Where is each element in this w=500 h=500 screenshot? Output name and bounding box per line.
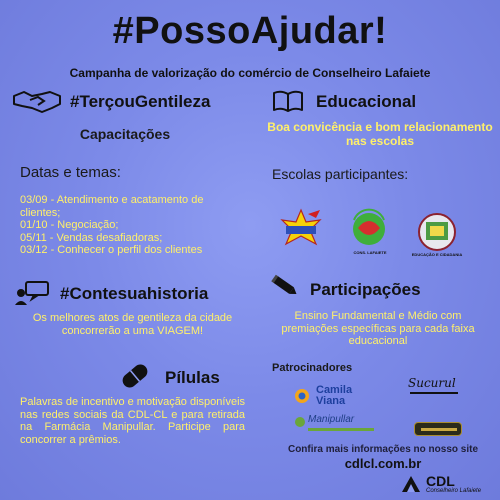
sponsor-manipullar-name: Manipullar [308, 414, 355, 425]
date-item: 03/09 - Atendimento e acatamento de clientes; [20, 194, 204, 219]
sponsor-sucurul-underline [410, 392, 458, 394]
cdl-brand: CDL [426, 473, 455, 489]
footer-info: Confira mais informações no nosso site [287, 444, 479, 455]
school-logo-3-caption: EDUCAÇÃO E CIDADANIA [411, 252, 463, 257]
sponsor-viana-name: Viana [316, 395, 346, 407]
gentileza-title: #TerçouGentileza [70, 92, 211, 111]
schools-heading: Escolas participantes: [272, 166, 409, 182]
camila-mark-icon [294, 388, 310, 404]
sponsor-logo-camila [294, 384, 374, 408]
cdl-logo-icon [400, 474, 422, 494]
gentileza-subtitle: Capacitações [79, 126, 171, 142]
participacoes-title: Participações [310, 280, 421, 299]
school-logo-2-caption: CONS. LAFAIETE [353, 250, 387, 255]
school-logo-1 [276, 208, 326, 248]
sponsor-logo-gold [414, 422, 462, 436]
headline: #PossoAjudar! [112, 10, 388, 52]
pill-icon [118, 361, 152, 391]
pilulas-title: Pílulas [165, 368, 220, 387]
chat-person-icon [14, 281, 50, 305]
educacional-title: Educacional [316, 92, 417, 111]
dates-heading: Datas e temas: [20, 164, 121, 181]
footer-site[interactable]: cdlcl.com.br [344, 456, 422, 471]
sponsors-title: Patrocinadores [272, 362, 353, 374]
date-item: 03/12 - Conhecer o perfil dos clientes [20, 244, 203, 256]
conte-title: #Contesuahistoria [60, 284, 209, 303]
sponsor-manipullar-bar [308, 428, 374, 431]
pencil-icon [270, 272, 300, 300]
sponsor-sucurul-name: Sucurul [408, 376, 456, 390]
cdl-brand-sub: Conselheiro Lafaiete [426, 488, 482, 494]
book-icon [272, 90, 304, 112]
sponsor-camila-name: Camila [316, 384, 353, 396]
sponsor-gold-bar [421, 428, 457, 431]
school-logo-3 [412, 212, 462, 256]
date-item: 01/10 - Negociação; [20, 219, 119, 231]
sponsor-logo-manipullar [294, 414, 384, 436]
conte-text: Os melhores atos de gentileza da cidade concorrerão a uma VIAGEM! [32, 312, 233, 337]
educacional-subtitle: Boa convicência e bom relacionamento nas escolas [267, 120, 493, 148]
subtitle: Campanha de valorização do comércio de Conselheiro Lafaiete [69, 66, 431, 80]
pilulas-text: Palavras de incentivo e motivação disponíveis nas redes sociais da CDL-CL e para retirada na Farmácia Manipullar. Participe para concorrer a prêmios. [20, 396, 246, 446]
date-item: 05/11 - Vendas desafiadoras; [20, 231, 163, 244]
dates-list [20, 194, 240, 257]
handshake-icon [12, 88, 62, 114]
sponsor-logo-sucurul [404, 376, 464, 404]
participacoes-text: Ensino Fundamental e Médio com premiações específicas para cada faixa educacional [281, 310, 475, 347]
manipullar-mark-icon [294, 416, 306, 428]
